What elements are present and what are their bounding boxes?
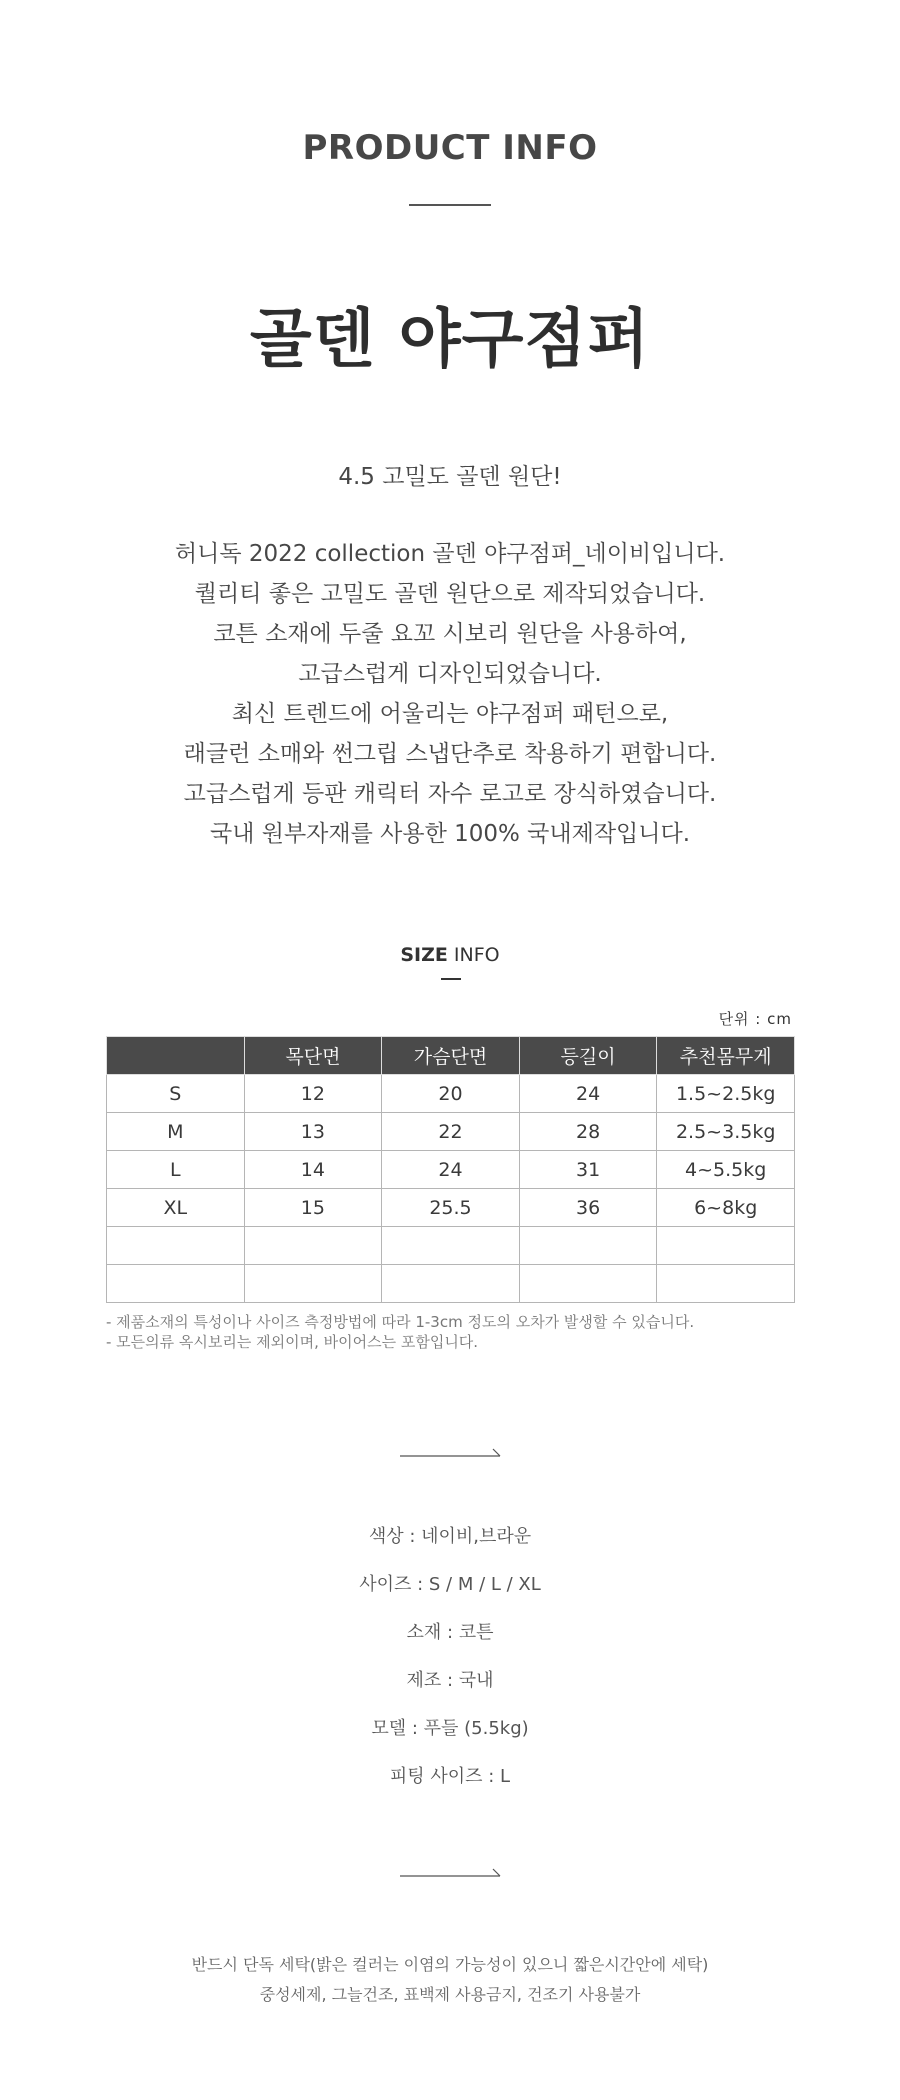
- product-description: [0, 534, 900, 854]
- table-row: [107, 1227, 795, 1265]
- description-line: 퀄리티 좋은 고밀도 골덴 원단으로 제작되었습니다.: [194, 581, 706, 607]
- product-name: 골덴 야구점퍼: [249, 303, 651, 377]
- table-header-row: [107, 1037, 795, 1075]
- table-cell: 22: [382, 1113, 520, 1151]
- column-header: 가슴단면: [382, 1037, 520, 1075]
- table-row: [107, 1075, 795, 1113]
- table-cell: [519, 1227, 657, 1265]
- title-divider: [409, 204, 491, 206]
- column-header: [107, 1037, 245, 1075]
- description-line: 고급스럽게 등판 캐릭터 자수 로고로 장식하였습니다.: [183, 781, 717, 807]
- table-cell: 36: [519, 1189, 657, 1227]
- intro-headline: 4.5 고밀도 골덴 원단!: [338, 464, 562, 490]
- care-instruction: 중성세제, 그늘건조, 표백제 사용금지, 건조기 사용불가: [259, 1985, 641, 2004]
- arrow-right-icon: [400, 1866, 501, 1878]
- care-instruction: 반드시 단독 세탁(밝은 컬러는 이염의 가능성이 있으니 짧은시간안에 세탁): [191, 1955, 709, 1974]
- table-cell: [107, 1227, 245, 1265]
- table-cell: 13: [244, 1113, 382, 1151]
- table-cell: 6~8kg: [657, 1189, 795, 1227]
- arrow-right-icon: [400, 1446, 501, 1458]
- table-cell: [657, 1227, 795, 1265]
- unit-label: 단위 : cm: [718, 1010, 792, 1028]
- table-row: [107, 1189, 795, 1227]
- table-row: [107, 1113, 795, 1151]
- column-header: 목단면: [244, 1037, 382, 1075]
- table-cell: [244, 1227, 382, 1265]
- size-info-title: [0, 944, 900, 966]
- table-cell: 31: [519, 1151, 657, 1189]
- table-cell: 2.5~3.5kg: [657, 1113, 795, 1151]
- spec-origin: 제조 : 국내: [406, 1670, 494, 1691]
- description-line: 허니독 2022 collection 골덴 야구점퍼_네이비입니다.: [174, 541, 726, 567]
- table-cell: 14: [244, 1151, 382, 1189]
- table-cell: 25.5: [382, 1189, 520, 1227]
- table-cell: 24: [382, 1151, 520, 1189]
- description-line: 래글런 소매와 썬그립 스냅단추로 착용하기 편합니다.: [183, 741, 717, 767]
- section-title: PRODUCT INFO: [302, 128, 598, 168]
- table-cell: 20: [382, 1075, 520, 1113]
- table-row: [107, 1265, 795, 1303]
- size-info-title-rest: INFO: [447, 944, 500, 966]
- description-line: 고급스럽게 디자인되었습니다.: [298, 661, 602, 687]
- description-line: 국내 원부자재를 사용한 100% 국내제작입니다.: [209, 821, 690, 847]
- spec-fitting-size: 피팅 사이즈 : L: [389, 1766, 511, 1787]
- table-cell: [107, 1265, 245, 1303]
- table-cell: 24: [519, 1075, 657, 1113]
- description-line: 최신 트렌드에 어울리는 야구점퍼 패턴으로,: [231, 701, 669, 727]
- size-note: - 제품소재의 특성이나 사이즈 측정방법에 따라 1-3cm 정도의 오차가 발생할 수 있습니다.: [106, 1313, 695, 1331]
- table-cell: 4~5.5kg: [657, 1151, 795, 1189]
- description-line: 코튼 소재에 두줄 요꼬 시보리 원단을 사용하여,: [213, 621, 687, 647]
- column-header: 등길이: [519, 1037, 657, 1075]
- size-table: [106, 1036, 795, 1303]
- spec-model: 모델 : 푸들 (5.5kg): [371, 1718, 529, 1739]
- table-cell: XL: [107, 1189, 245, 1227]
- table-cell: [657, 1265, 795, 1303]
- column-header: 추천몸무게: [657, 1037, 795, 1075]
- table-cell: L: [107, 1151, 245, 1189]
- size-info-divider: [441, 978, 461, 980]
- spec-material: 소재 : 코튼: [406, 1622, 494, 1643]
- size-note: - 모든의류 옥시보리는 제외이며, 바이어스는 포함입니다.: [106, 1333, 479, 1351]
- table-cell: 28: [519, 1113, 657, 1151]
- table-cell: 1.5~2.5kg: [657, 1075, 795, 1113]
- table-cell: S: [107, 1075, 245, 1113]
- spec-size: 사이즈 : S / M / L / XL: [359, 1574, 541, 1595]
- table-cell: [382, 1265, 520, 1303]
- table-cell: [244, 1265, 382, 1303]
- size-notes: [106, 1312, 694, 1352]
- spec-color: 색상 : 네이비,브라운: [368, 1526, 532, 1547]
- table-cell: M: [107, 1113, 245, 1151]
- table-cell: 15: [244, 1189, 382, 1227]
- size-info-title-bold: SIZE: [400, 944, 448, 966]
- table-row: [107, 1151, 795, 1189]
- table-cell: [382, 1227, 520, 1265]
- table-cell: [519, 1265, 657, 1303]
- table-cell: 12: [244, 1075, 382, 1113]
